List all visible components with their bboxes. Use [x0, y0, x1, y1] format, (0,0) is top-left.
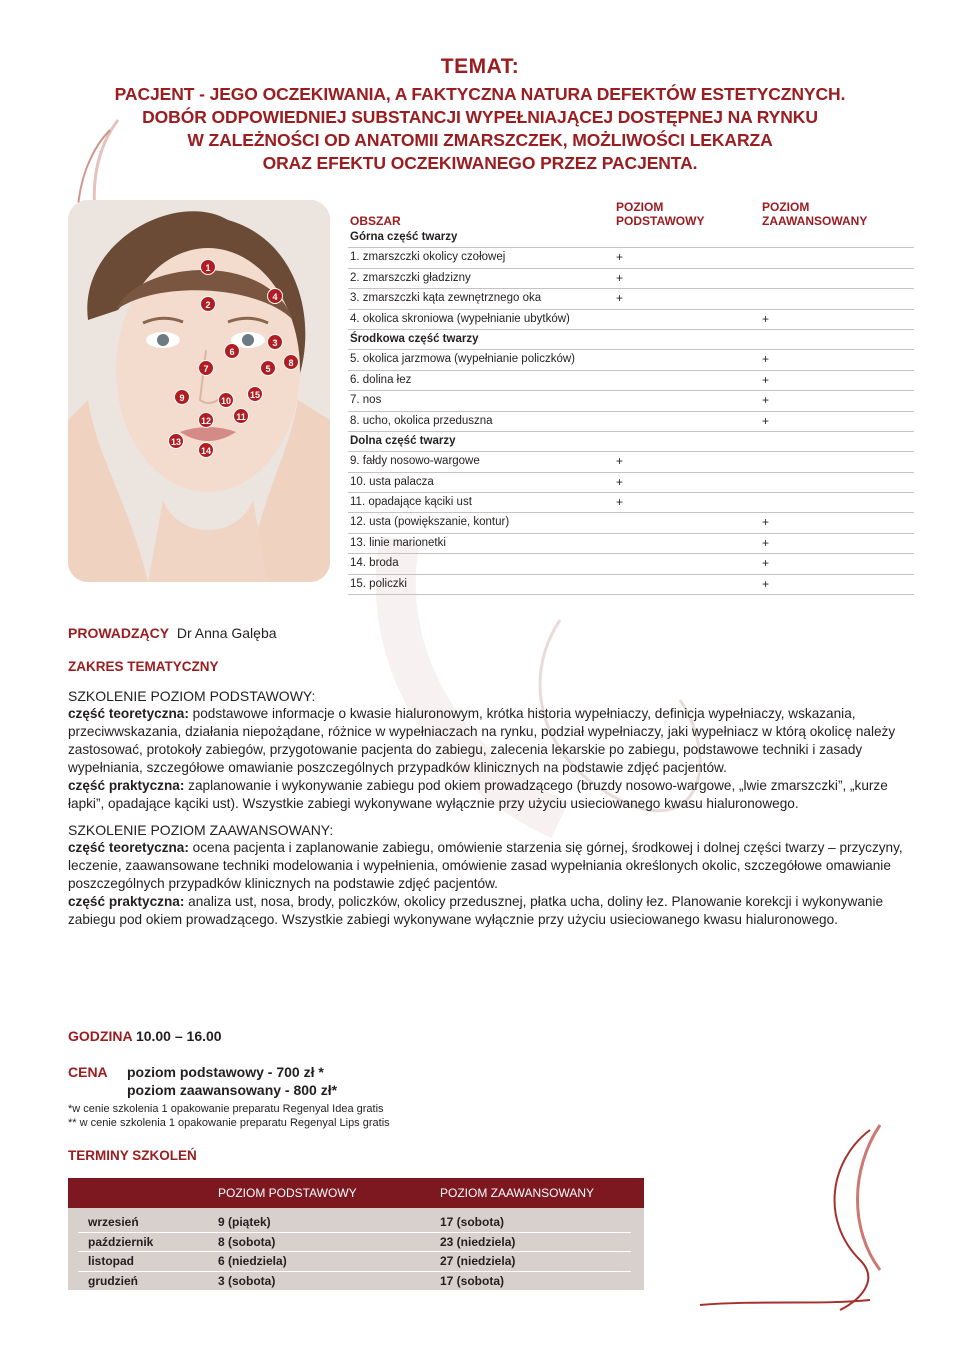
note: ** w cenie szkolenia 1 opakowanie preparatu Regenyal Lips gratis [68, 1117, 390, 1129]
title-line: ORAZ EFEKTU OCZEKIWANEGO PRZEZ PACJENTA. [262, 153, 698, 173]
schedule-row [78, 1212, 631, 1233]
area-row [348, 452, 914, 472]
title-line: W ZALEŻNOŚCI OD ANATOMII ZMARSZCZEK, MOŻLIWOŚCI LEKARZA [187, 130, 773, 150]
area-row [348, 534, 914, 554]
advanced-mark: + [762, 535, 770, 550]
advanced-mark: + [762, 311, 770, 326]
area-row [348, 269, 914, 289]
face-marker-7: 7 [198, 360, 214, 376]
area-label: 12. usta (powiększanie, kontur) [350, 516, 510, 529]
advanced-mark: + [762, 556, 770, 571]
schedule-cell-month: wrzesień [88, 1215, 139, 1229]
advanced-mark: + [762, 576, 770, 591]
face-marker-4: 4 [267, 288, 283, 304]
schedule-cell-adv: 23 (niedziela) [440, 1234, 516, 1249]
area-row [348, 391, 914, 411]
advanced-mark: + [762, 393, 770, 408]
face-marker-1: 1 [200, 259, 216, 275]
area-row [348, 289, 914, 309]
area-label: 6. dolina łez [350, 373, 412, 386]
basic-mark: + [616, 454, 624, 469]
area-label: 7. nos [350, 394, 382, 407]
schedule-cell-basic: 9 (piątek) [218, 1215, 271, 1229]
schedule-cell-adv: 17 (sobota) [440, 1273, 505, 1288]
area-row [348, 350, 914, 370]
face-marker-14: 14 [198, 442, 214, 458]
area-label: 2. zmarszczki gładzizny [350, 271, 471, 284]
advanced-practice: część praktyczna: analiza ust, nosa, brody, policzków, okolicy przedusznej, płatka ucha, doliny łez. Planowanie korekcji i wykonywanie zabiegu pod okiem prowadzącego. Wszystkie zabiegi wykonywane wyłącznie przy użyciu usieciowanego kwasu hialuronowego. [68, 894, 884, 927]
area-section-row [348, 228, 914, 248]
advanced-mark: + [762, 352, 770, 367]
schedule-header [68, 1178, 644, 1208]
schedule-row [78, 1232, 631, 1253]
face-photo [68, 200, 330, 582]
lecturer-name: Dr Anna Galęba [176, 625, 277, 641]
basic-theory: część teoretyczna: podstawowe informacje o kwasie hialuronowym, krótka historia wypełniaczy, definicja wypełniaczy, wskazania, przeciwwskazania, działania niepożądane, różnice w wypełniaczach na rynku, podział wypełniaczy, jaki wypełniacz w którą okolicę należy zastosować, protokoły zabiegów, przygotowanie pacjenta do zabiegu, zalecenia lekarskie po zabiegu, podstawowe techniki i zasady wypełniania, szczegółowe omawianie poszczególnych przypadków klinicznych na podstawie zdjęć pacjentów. [68, 706, 896, 775]
schedule-cell-month: listopad [88, 1254, 135, 1268]
area-row [348, 513, 914, 533]
title-line: PACJENT - JEGO OCZEKIWANIA, A FAKTYCZNA NATURA DEFEKTÓW ESTETYCZNYCH. [114, 84, 846, 104]
area-label: Środkowa część twarzy [350, 332, 479, 345]
face-marker-3: 3 [267, 334, 283, 350]
schedule-table [68, 1178, 644, 1290]
area-rows [348, 228, 914, 595]
schedule-heading: TERMINY SZKOLEŃ [68, 1148, 197, 1163]
scope-heading: ZAKRES TEMATYCZNY [68, 659, 219, 674]
col-area: OBSZAR [350, 214, 401, 228]
hours [68, 1028, 222, 1044]
area-row [348, 310, 914, 330]
schedule-cell-month: grudzień [88, 1273, 138, 1288]
area-label: 1. zmarszczki okolicy czołowej [350, 251, 506, 264]
area-label: Dolna część twarzy [350, 434, 456, 447]
schedule-row [78, 1251, 631, 1272]
scope-content [68, 685, 910, 929]
advanced-level-heading: SZKOLENIE POZIOM ZAAWANSOWANY: [68, 822, 334, 838]
schedule-cell-basic: 8 (sobota) [218, 1234, 276, 1249]
area-label: 9. fałdy nosowo-wargowe [350, 455, 480, 468]
basic-level-heading: SZKOLENIE POZIOM PODSTAWOWY: [68, 688, 316, 704]
note: *w cenie szkolenia 1 opakowanie preparatu Regenyal Idea gratis [68, 1103, 384, 1115]
basic-mark: + [616, 270, 624, 285]
advanced-mark: + [762, 413, 770, 428]
topic-label: TEMAT: [440, 55, 520, 78]
schedule-cell-month: październik [88, 1234, 154, 1249]
face-marker-10: 10 [218, 392, 234, 408]
area-table-header [348, 198, 914, 228]
lecturer-label: PROWADZĄCY [68, 625, 170, 641]
area-table [348, 198, 914, 595]
face-marker-9: 9 [174, 389, 190, 405]
area-row [348, 412, 914, 432]
advanced-mark: + [762, 515, 770, 530]
title-line: DOBÓR ODPOWIEDNIEJ SUBSTANCJI WYPEŁNIAJĄCEJ DOSTĘPNEJ NA RYNKU [142, 107, 818, 127]
area-section-row [348, 330, 914, 350]
title-block [0, 55, 960, 175]
advanced-mark: + [762, 372, 770, 387]
basic-mark: + [616, 291, 624, 306]
area-row [348, 493, 914, 513]
area-label: 11. opadające kąciki ust [350, 496, 472, 509]
area-label: 14. broda [350, 557, 399, 570]
face-marker-11: 11 [233, 408, 249, 424]
area-label: 10. usta palacza [350, 475, 434, 488]
face-marker-12: 12 [198, 412, 214, 428]
face-illustration [68, 200, 330, 582]
advanced-theory: część teoretyczna: ocena pacjenta i zaplanowanie zabiegu, omówienie starzenia się górnej, środkowej i dolnej części twarzy – przyczyny, leczenie, zaawansowane techniki modelowania i wypełnienia, omówienie zasad wypełniania określonych okolic, szczegółowe omawianie poszczególnych przypadków klinicznych na podstawie zdjęć pacjentów. [68, 840, 903, 891]
hours-value: 10.00 – 16.00 [135, 1028, 222, 1044]
face-marker-6: 6 [224, 343, 240, 359]
area-label: 8. ucho, okolica przeduszna [350, 414, 493, 427]
price-notes [68, 1102, 390, 1130]
col-basic: POZIOM PODSTAWOWY [616, 200, 705, 228]
area-section-row [348, 432, 914, 452]
area-row [348, 473, 914, 493]
price-label: CENA [68, 1064, 108, 1080]
schedule-cell-basic: 6 (niedziela) [218, 1254, 287, 1268]
area-row [348, 554, 914, 574]
schedule-col-basic: POZIOM PODSTAWOWY [218, 1186, 357, 1200]
area-label: 3. zmarszczki kąta zewnętrznego oka [350, 292, 542, 305]
area-label: 5. okolica jarzmowa (wypełnianie policzków) [350, 353, 575, 366]
face-marker-8: 8 [283, 354, 299, 370]
price-values: poziom podstawowy - 700 zł * poziom zaawansowany - 800 zł* [127, 1064, 338, 1098]
schedule-cell-adv: 17 (sobota) [440, 1215, 505, 1229]
area-row [348, 371, 914, 391]
lecturer [68, 625, 277, 641]
col-advanced: POZIOM ZAAWANSOWANY [762, 200, 868, 228]
area-label: 4. okolica skroniowa (wypełnianie ubytków) [350, 312, 570, 325]
price [68, 1063, 468, 1099]
face-marker-15: 15 [247, 386, 263, 402]
area-label: 13. linie marionetki [350, 536, 446, 549]
basic-mark: + [616, 495, 624, 510]
face-marker-2: 2 [200, 296, 216, 312]
hours-label: GODZINA [68, 1028, 133, 1044]
area-label: 15. policzki [350, 577, 407, 590]
basic-mark: + [616, 474, 624, 489]
area-label: Górna część twarzy [350, 231, 458, 243]
schedule-cell-adv: 27 (niedziela) [440, 1254, 516, 1268]
area-row [348, 575, 914, 595]
schedule-row [78, 1271, 631, 1292]
face-marker-5: 5 [260, 360, 276, 376]
area-row [348, 248, 914, 268]
schedule-cell-basic: 3 (sobota) [218, 1273, 276, 1288]
basic-mark: + [616, 250, 624, 265]
basic-practice: część praktyczna: zaplanowanie i wykonywanie zabiegu pod okiem prowadzącego (bruzdy nosowo-wargowe, „lwie zmarszczki”, „kurze łapki”, opadające kąciki ust). Wszystkie zabiegi wykonywane wyłącznie przy użyciu usieciowanego kwasu hialuronowego. [68, 778, 888, 811]
face-marker-13: 13 [168, 433, 184, 449]
schedule-col-advanced: POZIOM ZAAWANSOWANY [440, 1186, 595, 1200]
